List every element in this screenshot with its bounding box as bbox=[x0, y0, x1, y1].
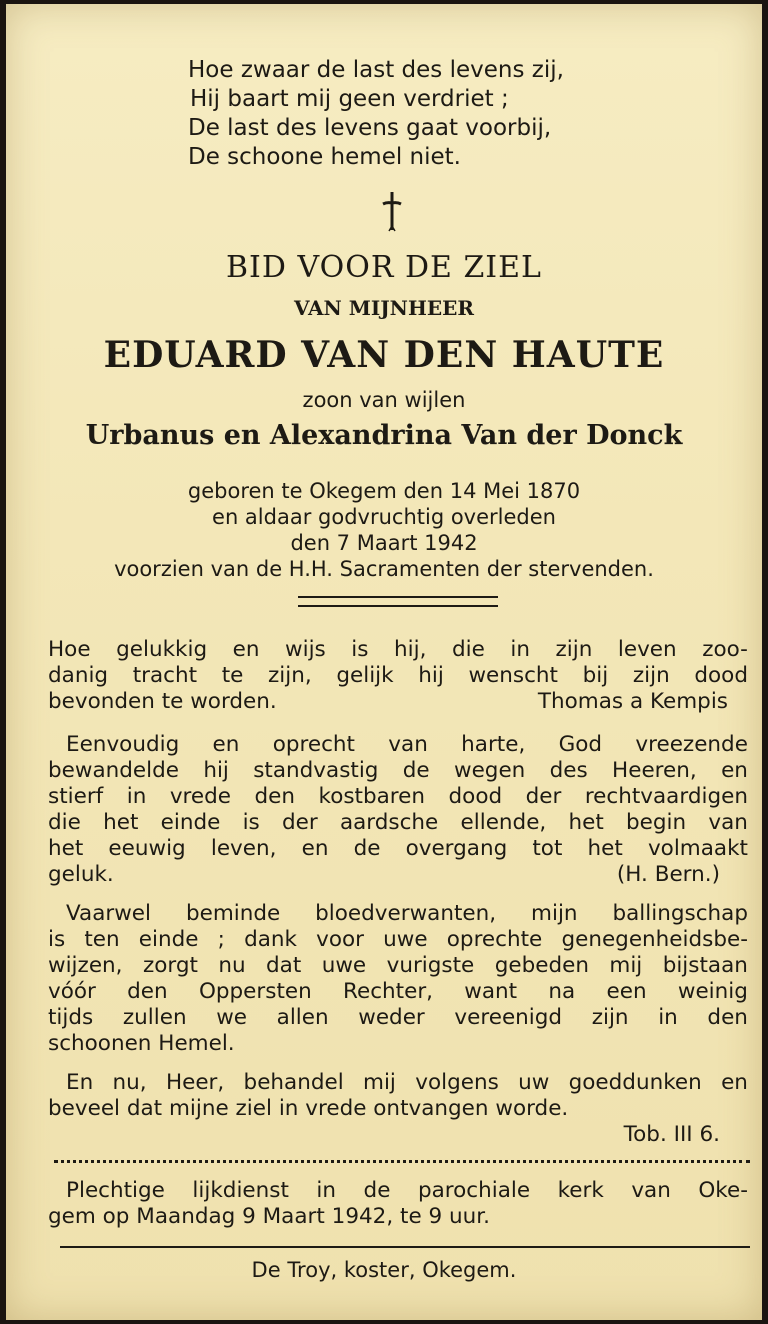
memorial-card bbox=[6, 4, 762, 1320]
title-line: VAN MIJNHEER bbox=[294, 296, 474, 320]
poem-line: De last des levens gaat voorbij, bbox=[188, 115, 552, 141]
text-line: het eeuwig leven, en de overgang tot het volmaakt bbox=[48, 836, 748, 861]
poem-line: Hoe zwaar de last des levens zij, bbox=[188, 57, 564, 83]
text-line: danig tracht te zijn, gelijk hij wenscht bij zijn dood bbox=[48, 663, 748, 688]
death-date-line: den 7 Maart 1942 bbox=[290, 531, 478, 555]
cross-icon bbox=[379, 190, 405, 232]
text-line: Hoe gelukkig en wijs is hij, die in zijn leven zoo- bbox=[48, 637, 748, 662]
life-dates bbox=[6, 478, 762, 582]
deceased-name: EDUARD VAN DEN HAUTE bbox=[103, 334, 665, 376]
text-line: tijds zullen we allen weder vereenigd zijn in den bbox=[48, 1005, 748, 1030]
prayer-heading: BID VOOR DE ZIEL bbox=[226, 250, 542, 285]
funeral-notice bbox=[48, 1178, 748, 1230]
divider-rule bbox=[298, 596, 498, 598]
death-place-line: en aldaar godvruchtig overleden bbox=[212, 505, 556, 529]
text-line: beveel dat mijne ziel in vrede ontvangen worde. bbox=[48, 1096, 569, 1121]
divider-rule bbox=[298, 605, 498, 607]
text-line-end: bevonden te worden. bbox=[48, 689, 277, 714]
opening-poem bbox=[188, 56, 564, 172]
text-line: En nu, Heer, behandel mij volgens uw goeddunken en bbox=[66, 1070, 748, 1095]
birth-line: geboren te Okegem den 14 Mei 1870 bbox=[187, 479, 581, 503]
text-line: stierf in vrede den kostbaren dood der rechtvaardigen bbox=[48, 784, 748, 809]
text-line: schoonen Hemel. bbox=[48, 1031, 235, 1056]
text-line: gem op Maandag 9 Maart 1942, te 9 uur. bbox=[48, 1204, 490, 1229]
footer-rule bbox=[60, 1246, 750, 1248]
quote-tobit bbox=[48, 1070, 748, 1148]
text-line: Vaarwel beminde bloedverwanten, mijn ballingschap bbox=[66, 901, 748, 926]
poem-line: Hij baart mij geen verdriet ; bbox=[190, 86, 509, 112]
text-line: vóór den Oppersten Rechter, want na een weinig bbox=[48, 979, 748, 1004]
text-line: bewandelde hij standvastig de wegen des Heeren, en bbox=[48, 758, 748, 783]
quote-kempis bbox=[48, 637, 748, 715]
farewell-paragraph bbox=[48, 901, 748, 1057]
text-line: wijzen, zorgt nu dat uwe vurigste gebeden mij bijstaan bbox=[48, 953, 748, 978]
quote-source: (H. Bern.) bbox=[616, 862, 720, 887]
sacraments-line: voorzien van de H.H. Sacramenten der stervenden. bbox=[114, 557, 654, 581]
quote-source: Tob. III 6. bbox=[623, 1122, 720, 1147]
text-line: die het einde is der aardsche ellende, het begin van bbox=[48, 810, 748, 835]
text-line: Eenvoudig en oprecht van harte, God vreezende bbox=[66, 732, 748, 757]
quote-source: Thomas a Kempis bbox=[537, 689, 728, 714]
text-line bbox=[48, 862, 748, 888]
poem-line: De schoone hemel niet. bbox=[188, 144, 461, 170]
text-line-end: geluk. bbox=[48, 862, 114, 887]
son-of-line: zoon van wijlen bbox=[302, 388, 466, 412]
printer-credit: De Troy, koster, Okegem. bbox=[251, 1258, 517, 1282]
dotted-divider bbox=[54, 1160, 750, 1163]
parents-names: Urbanus en Alexandrina Van der Donck bbox=[85, 420, 683, 451]
text-line: is ten einde ; dank voor uwe oprechte genegenheidsbe- bbox=[48, 927, 748, 952]
text-line bbox=[48, 689, 748, 715]
quote-bernard bbox=[48, 732, 748, 888]
text-line: Plechtige lijkdienst in de parochiale kerk van Oke- bbox=[66, 1178, 748, 1203]
